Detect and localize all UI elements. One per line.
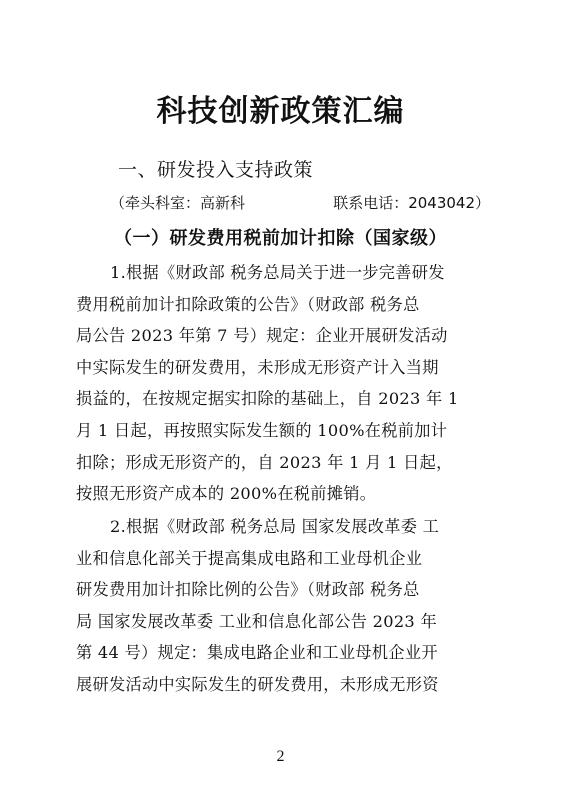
paragraph-1 <box>76 257 496 510</box>
document-title: 科技创新政策汇编 <box>156 94 405 129</box>
section-heading: 一、研发投入支持政策 <box>118 159 314 181</box>
paragraph-line: 扣除；形成无形资产的，自 2023 年 1 月 1 日起， <box>76 452 453 472</box>
paragraph-line: 按照无形资产成本的 200%在税前摊销。 <box>76 484 377 504</box>
contact-department: （牵头科室：高新科 <box>110 194 246 212</box>
paragraph-line: 局 国家发展改革委 工业和信息化部公告 2023 年 <box>76 611 437 631</box>
paragraph-line: 1.根据《财政部 税务总局关于进一步完善研发 <box>110 263 445 282</box>
paragraph-line: 研发费用加计扣除比例的公告》（财政部 税务总 <box>76 580 420 600</box>
paragraph-line: 展研发活动中实际发生的研发费用，未形成无形资 <box>76 674 439 694</box>
paragraph-line: 损益的，在按规定据实扣除的基础上，自 2023 年 1 <box>76 389 459 409</box>
page-number: 2 <box>276 748 285 765</box>
paragraph-line: 中实际发生的研发费用，未形成无形资产计入当期 <box>76 357 439 377</box>
paragraph-line: 局公告 2023 年第 7 号）规定：企业开展研发活动 <box>76 326 448 346</box>
paragraph-line: 2.根据《财政部 税务总局 国家发展改革委 工 <box>110 517 440 536</box>
paragraph-line: 月 1 日起，再按照实际发生额的 100%在税前加计 <box>76 420 448 440</box>
paragraph-line: 费用税前加计扣除政策的公告》（财政部 税务总 <box>76 294 420 314</box>
paragraph-line: 业和信息化部关于提高集成电路和工业母机企业 <box>76 548 423 568</box>
sub-heading: （一）研发费用税前加计扣除（国家级） <box>114 228 447 249</box>
paragraph-line: 第 44 号）规定：集成电路企业和工业母机企业开 <box>76 643 438 663</box>
contact-phone: 联系电话：2043042） <box>333 194 490 212</box>
paragraph-2 <box>76 511 496 701</box>
